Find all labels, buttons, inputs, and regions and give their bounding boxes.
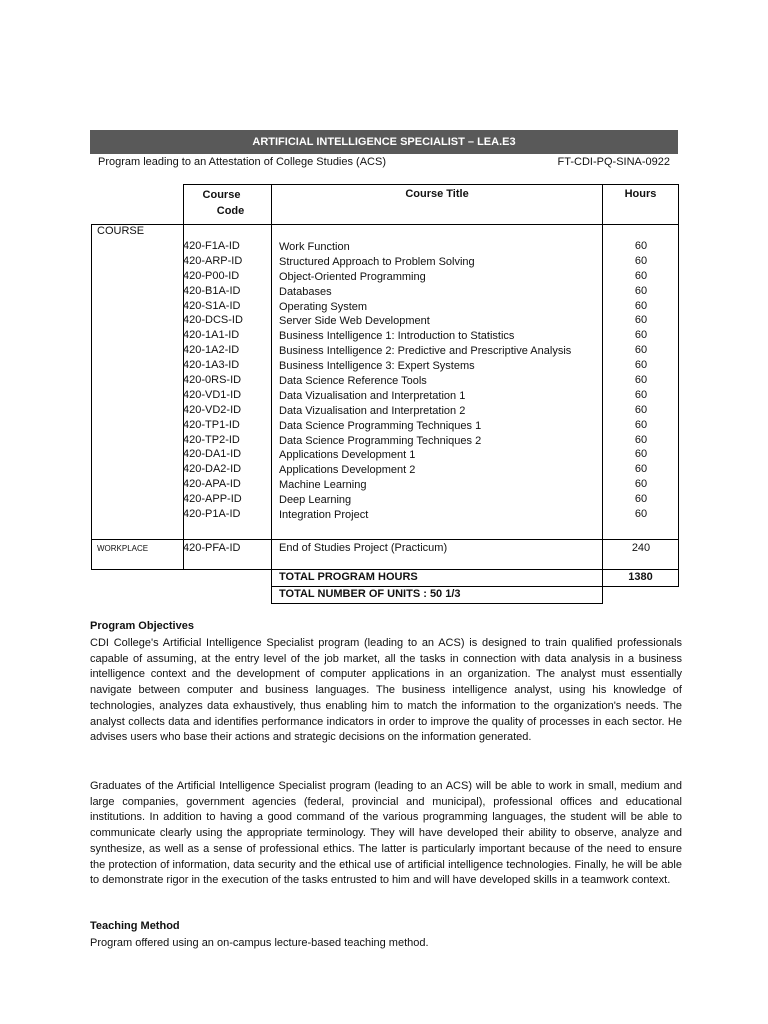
- program-title-banner: ARTIFICIAL INTELLIGENCE SPECIALIST – LEA.E3: [90, 130, 678, 154]
- course-hours: 60: [634, 329, 648, 342]
- course-title: Work Function: [279, 241, 350, 253]
- course-hours: 60: [634, 388, 648, 401]
- course-hours: 60: [634, 448, 648, 461]
- course-title: Data Vizualisation and Interpretation 2: [279, 404, 466, 417]
- course-code: 420-APA-ID: [183, 478, 241, 491]
- course-hours: 60: [634, 284, 648, 297]
- program-code: FT-CDI-PQ-SINA-0922: [557, 156, 670, 168]
- table-header-bottom-border: [91, 224, 678, 225]
- column-header-course-code: [184, 187, 271, 219]
- course-title: Structured Approach to Problem Solving: [279, 255, 475, 268]
- course-title: Data Science Programming Techniques 2: [279, 434, 482, 447]
- course-title: Business Intelligence 1: Introduction to Statistics: [279, 330, 515, 343]
- course-title: Applications Development 1: [279, 449, 416, 462]
- table-right-border: [678, 184, 679, 587]
- course-title: Object-Oriented Programming: [279, 270, 426, 283]
- course-title: Deep Learning: [279, 494, 352, 507]
- workplace-section-label: WORKPLACE: [97, 544, 149, 553]
- course-title: Business Intelligence 2: Predictive and Prescriptive Analysis: [279, 345, 572, 358]
- workplace-course-code: 420-PFA-ID: [183, 542, 241, 554]
- course-title: Databases: [279, 285, 332, 298]
- course-hours: 60: [634, 314, 648, 327]
- course-hours: 60: [634, 403, 648, 416]
- program-subtitle: Program leading to an Attestation of College Studies (ACS): [98, 156, 386, 168]
- course-code: 420-APP-ID: [183, 493, 242, 506]
- total-units: TOTAL NUMBER OF UNITS : 50 1/3: [279, 588, 461, 600]
- course-title: Business Intelligence 3: Expert Systems: [279, 360, 475, 373]
- course-hours: 60: [634, 433, 648, 446]
- course-hours: 60: [634, 418, 648, 431]
- column-header-course-title: Course Title: [405, 188, 469, 200]
- course-code: 420-P1A-ID: [183, 508, 241, 521]
- course-code: 420-1A3-ID: [183, 359, 240, 372]
- workplace-course-title: End of Studies Project (Practicum): [279, 542, 448, 554]
- course-title: Operating System: [279, 300, 368, 313]
- table-total-hours-bottom-border: [271, 586, 678, 587]
- workplace-course-hours: 240: [631, 542, 651, 554]
- course-hours: 60: [634, 463, 648, 476]
- course-hours: 60: [634, 478, 648, 491]
- column-header-course-code-line2: Code: [216, 205, 245, 217]
- course-code: 420-TP1-ID: [183, 418, 240, 431]
- teaching-method-text: Program offered using an on-campus lecture-based teaching method.: [90, 937, 429, 949]
- table-left-border: [91, 224, 92, 570]
- course-title: Integration Project: [279, 509, 369, 522]
- course-code: 420-0RS-ID: [183, 374, 242, 387]
- program-subtitle-line: [90, 154, 678, 170]
- column-header-course-code-line1: Course: [202, 189, 241, 201]
- table-total-units-bottom-border: [271, 603, 602, 604]
- table-hours-column-border: [602, 184, 603, 604]
- course-hours: 60: [634, 493, 648, 506]
- course-code: 420-VD2-ID: [183, 403, 242, 416]
- total-hours-value: 1380: [628, 571, 653, 583]
- course-code: 420-1A1-ID: [183, 329, 240, 342]
- course-title: Applications Development 2: [279, 464, 416, 477]
- course-code: 420-DA2-ID: [183, 463, 242, 476]
- objectives-paragraph-1: CDI College's Artificial Intelligence Specialist program (leading to an ACS) is designed to train qualified professionals capable of assuming, at the entry level of the job market, all the tasks in connection with data analysis in a business intelligence context and the development of computer applications in an organization. The analyst must essentially navigate between computer and business languages. The business intelligence analyst, using his knowledge of technologies, analyzes data exhaustively, thus enabling him to match the information to the organization's needs. The analyst collects data and identifies performance indicators in order to improve the quality of processes in each sector. He advises users who base their actions and strategic decisions on the information generated.: [90, 637, 682, 744]
- course-hours: 60: [634, 254, 648, 267]
- course-title: Data Vizualisation and Interpretation 1: [279, 389, 466, 402]
- course-hours: 60: [634, 269, 648, 282]
- course-code: 420-S1A-ID: [183, 299, 241, 312]
- table-title-column-border: [271, 184, 272, 604]
- course-code: 420-DCS-ID: [183, 314, 243, 327]
- course-hours: 60: [634, 374, 648, 387]
- course-code: 420-1A2-ID: [183, 344, 240, 357]
- objectives-heading: Program Objectives: [90, 620, 194, 632]
- course-title: Data Science Reference Tools: [279, 375, 427, 388]
- table-section-divider: [91, 539, 678, 540]
- course-code-column: [183, 239, 271, 522]
- teaching-method-heading: Teaching Method: [90, 920, 180, 932]
- course-code: 420-B1A-ID: [183, 284, 241, 297]
- course-hours-column: [605, 239, 677, 522]
- course-hours: 60: [634, 508, 648, 521]
- course-code: 420-P00-ID: [183, 269, 240, 282]
- course-title-column: [279, 240, 601, 523]
- course-code: 420-VD1-ID: [183, 388, 242, 401]
- course-code: 420-TP2-ID: [183, 433, 240, 446]
- course-hours: 60: [634, 359, 648, 372]
- course-title: Machine Learning: [279, 479, 367, 492]
- objectives-paragraph-2: Graduates of the Artificial Intelligence Specialist program (leading to an ACS) will be able to work in small, medium and large companies, government agencies (federal, provincial and municipal), professional offices and educational institutions. In addition to having a good command of the various programming languages, the student will be able to communicate clearly using the appropriate terminology. They will have developed their ability to observe, analyze and synthesize, as well as a sense of professional ethics. The latter is particularly important because of the need to ensure the protection of information, data security and the ethical use of artificial intelligence technologies. Finally, he will be able to demonstrate rigor in the execution of the tasks entrusted to him and will have developed skills in a teamwork context.: [90, 780, 682, 887]
- course-section-label: COURSE: [97, 225, 145, 237]
- course-hours: 60: [634, 344, 648, 357]
- total-hours-label: TOTAL PROGRAM HOURS: [279, 571, 418, 583]
- column-header-hours: Hours: [624, 188, 657, 200]
- course-title: Data Science Programming Techniques 1: [279, 419, 482, 432]
- course-title: Server Side Web Development: [279, 315, 430, 328]
- course-code: 420-F1A-ID: [183, 240, 240, 252]
- table-workplace-bottom-border: [91, 569, 678, 570]
- course-code: 420-DA1-ID: [183, 448, 242, 461]
- table-header-top-border: [183, 184, 678, 185]
- course-code: 420-ARP-ID: [183, 254, 243, 267]
- course-hours: 60: [634, 240, 648, 252]
- course-hours: 60: [634, 299, 648, 312]
